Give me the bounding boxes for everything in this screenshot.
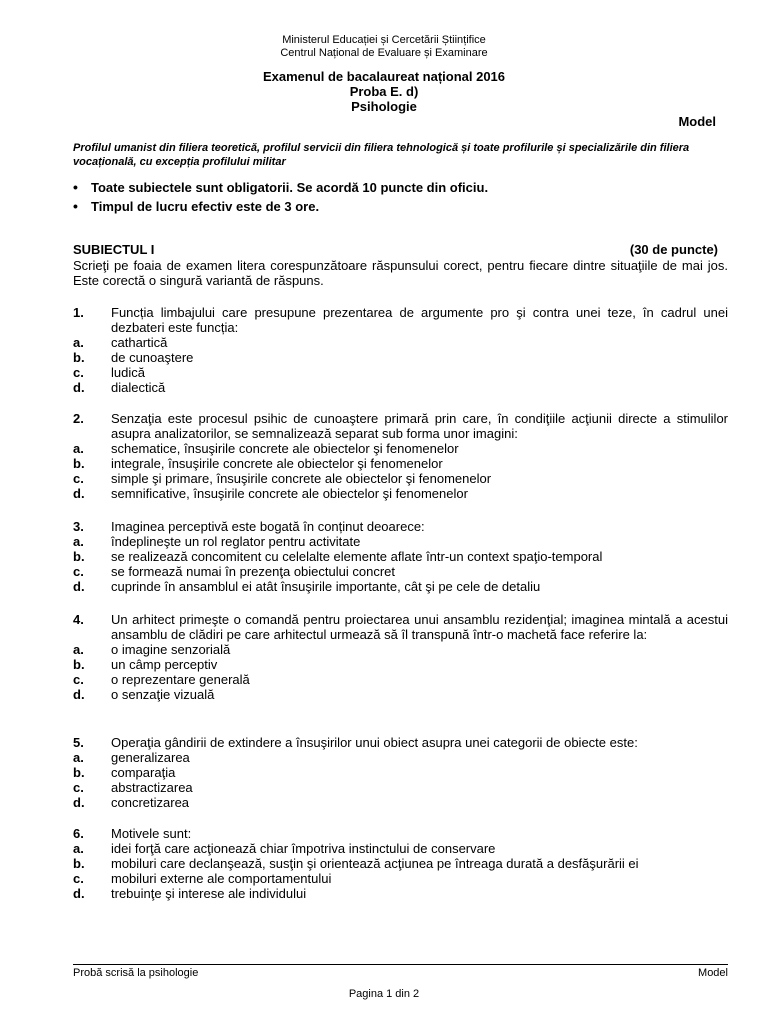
option-text: un câmp perceptiv — [111, 657, 218, 672]
option-text: schematice, însuşirile concrete ale obiectelor şi fenomenelor — [111, 441, 459, 456]
option-letter: c. — [73, 871, 84, 886]
option-text: simple şi primare, însuşirile concrete ale obiectelor şi fenomenelor — [111, 471, 492, 486]
option-letter: a. — [73, 534, 84, 549]
question-1 — [73, 305, 728, 395]
option-letter: c. — [73, 780, 84, 795]
option-letter: a. — [73, 335, 84, 350]
option-text: integrale, însuşirile concrete ale obiectelor şi fenomenelor — [111, 456, 443, 471]
option-letter: b. — [73, 549, 85, 564]
exam-subject: Psihologie — [351, 99, 417, 114]
option-letter: a. — [73, 841, 84, 856]
section-instructions: Scrieţi pe foaia de examen litera corespunzătoare răspunsului corect, pentru fiecare dintre situaţiile de mai jos. Este corectă o singură variantă de răspuns. — [73, 258, 728, 288]
option-text: o senzaţie vizuală — [111, 687, 215, 702]
question-text: Un arhitect primeşte o comandă pentru proiectarea unui ansamblu rezidenţial; imaginea mintală a acestui ansamblu de clădiri pe care arhitectul urmează să îl transpună într-o machetă face referire la: — [111, 612, 728, 642]
option-text: trebuinţe şi interese ale individului — [111, 886, 307, 901]
option-text: semnificative, însuşirile concrete ale obiectelor şi fenomenelor — [111, 486, 468, 501]
footer-exam-name: Probă scrisă la psihologie — [73, 967, 199, 979]
ministry-header-line: Ministerul Educației și Cercetării Științifice — [282, 34, 486, 46]
question-6 — [73, 826, 728, 901]
option-text: cathartică — [111, 335, 168, 350]
profile-description: Profilul umanist din filiera teoretică, profilul servicii din filiera tehnologică și toate profilurile și specializările din filiera vocațională, cu excepția profilului militar — [73, 142, 690, 168]
question-number: 1. — [73, 305, 84, 320]
question-number: 4. — [73, 612, 84, 627]
option-text: ludică — [111, 365, 145, 380]
option-text: mobiluri externe ale comportamentului — [111, 871, 332, 886]
question-number: 5. — [73, 735, 84, 750]
option-letter: b. — [73, 856, 85, 871]
option-letter: d. — [73, 687, 85, 702]
option-text: generalizarea — [111, 750, 190, 765]
option-letter: d. — [73, 795, 85, 810]
option-letter: b. — [73, 456, 85, 471]
question-5 — [73, 735, 728, 810]
option-letter: a. — [73, 441, 84, 456]
question-number: 3. — [73, 519, 84, 534]
question-text: Motivele sunt: — [111, 826, 192, 841]
option-text: comparaţia — [111, 765, 176, 780]
option-letter: c. — [73, 471, 84, 486]
option-letter: d. — [73, 886, 85, 901]
option-text: se realizează concomitent cu celelalte elemente aflate într-un context spaţio-temporal — [111, 549, 603, 564]
center-header-line: Centrul Național de Evaluare și Examinare — [280, 47, 488, 59]
question-2 — [73, 411, 728, 501]
option-letter: b. — [73, 765, 85, 780]
option-text: dialectică — [111, 380, 166, 395]
question-text: Senzaţia este procesul psihic de cunoaştere primară prin care, în condiţiile acţiunii directe a stimulilor asupra analizatorilor, se semnalizează separat sub forma unor imagini: — [111, 411, 728, 441]
option-letter: d. — [73, 579, 85, 594]
option-text: idei forţă care acţionează chiar împotriva instinctului de conservare — [111, 841, 496, 856]
option-letter: d. — [73, 486, 85, 501]
rule-item: • Toate subiectele sunt obligatorii. Se acordă 10 puncte din oficiu. — [73, 178, 723, 197]
option-text: cuprinde în ansamblul ei atât însuşirile importante, cât şi pe cele de detaliu — [111, 579, 541, 594]
option-letter: c. — [73, 564, 84, 579]
option-letter: c. — [73, 365, 84, 380]
footer-divider — [73, 964, 728, 965]
option-letter: a. — [73, 642, 84, 657]
exam-proba: Proba E. d) — [349, 84, 419, 99]
rules-list — [73, 178, 723, 216]
option-letter: c. — [73, 672, 84, 687]
option-letter: d. — [73, 380, 85, 395]
option-letter: b. — [73, 350, 85, 365]
section-heading — [73, 242, 718, 257]
option-text: de cunoaştere — [111, 350, 194, 365]
question-text: Operaţia gândirii de extindere a însuşirilor unui obiect asupra unei categorii de obiecte este: — [111, 735, 638, 750]
option-text: o imagine senzorială — [111, 642, 231, 657]
footer-model: Model — [698, 967, 728, 979]
page-number: Pagina 1 din 2 — [348, 988, 420, 1000]
option-text: o reprezentare generală — [111, 672, 250, 687]
question-3 — [73, 519, 728, 594]
option-letter: a. — [73, 750, 84, 765]
question-number: 6. — [73, 826, 84, 841]
option-text: mobiluri care declanşează, susţin şi orientează acţiunea pe întreaga durată a desfăşurării ei — [111, 856, 639, 871]
question-number: 2. — [73, 411, 84, 426]
option-text: se formează numai în prezenţa obiectului concret — [111, 564, 395, 579]
question-4 — [73, 612, 728, 702]
option-text: concretizarea — [111, 795, 190, 810]
section-title: SUBIECTUL I — [73, 242, 155, 257]
exam-title: Examenul de bacalaureat național 2016 — [262, 69, 506, 84]
option-text: abstractizarea — [111, 780, 193, 795]
rule-item: • Timpul de lucru efectiv este de 3 ore. — [73, 197, 723, 216]
question-text: Imaginea perceptivă este bogată în conținut deoarece: — [111, 519, 425, 534]
option-text: îndeplineşte un rol reglator pentru activitate — [111, 534, 361, 549]
option-letter: b. — [73, 657, 85, 672]
model-label: Model — [678, 114, 716, 129]
section-points: (30 de puncte) — [629, 242, 718, 257]
question-text: Funcția limbajului care presupune prezentarea de argumente pro şi contra unei teze, în cadrul unei dezbateri este funcția: — [111, 305, 728, 335]
